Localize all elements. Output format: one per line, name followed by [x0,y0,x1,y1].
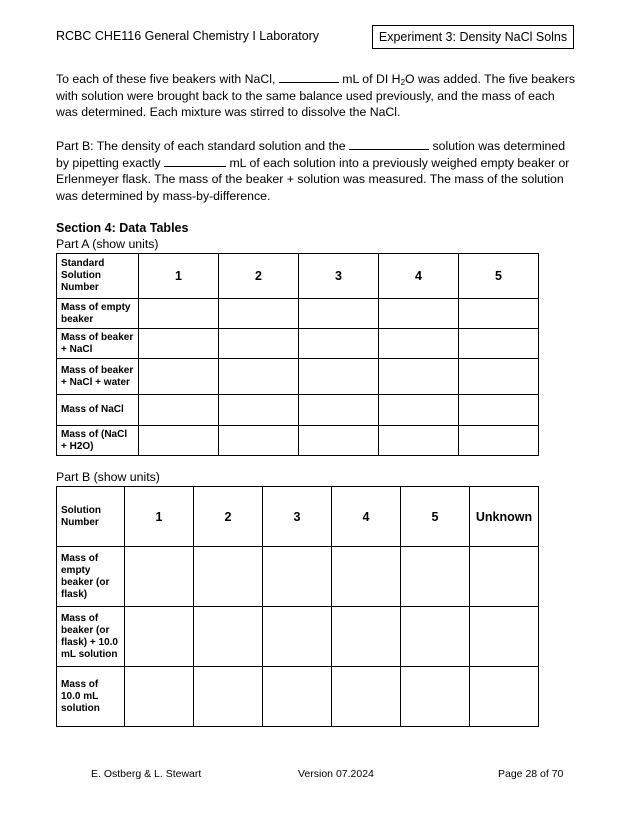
row-label: Mass of beaker + NaCl [57,329,139,359]
paragraph-part-b-procedure [56,138,578,204]
column-header: 1 [139,254,219,299]
corner-label: Solution Number [57,487,125,547]
part-b-table [56,486,539,727]
data-cell[interactable] [379,359,459,395]
data-cell[interactable] [299,395,379,426]
para2-text-b: solution was determined by pipetting exactly [56,139,566,170]
data-cell[interactable] [459,359,539,395]
para2-text-c: mL of each solution into a previously weighed empty beaker or Erlenmeyer flask. The mass of the beaker + solution was measured. The mass of the solution was determined by mass-by-difference. [56,155,570,203]
part-a-table [56,253,539,456]
data-cell[interactable] [379,299,459,329]
footer-page-number: Page 28 of 70 [498,768,564,780]
solution-blank [349,138,429,150]
data-cell[interactable] [139,359,219,395]
row-label: Mass of NaCl [57,395,139,426]
column-header: 4 [332,487,401,547]
para1-subscript: 2 [400,78,406,87]
data-cell[interactable] [332,667,401,727]
data-cell[interactable] [401,607,470,667]
column-header: 2 [219,254,299,299]
row-label: Mass of beaker (or flask) + 10.0 mL solution [57,607,125,667]
data-cell[interactable] [299,426,379,456]
corner-label: Standard Solution Number [57,254,139,299]
data-cell[interactable] [263,547,332,607]
table-header-row [57,254,539,299]
data-cell[interactable] [263,607,332,667]
data-cell[interactable] [379,329,459,359]
column-header: 3 [263,487,332,547]
data-cell[interactable] [459,426,539,456]
part-b-label: Part B (show units) [56,470,160,484]
data-cell[interactable] [263,667,332,727]
data-cell[interactable] [459,395,539,426]
table-row [57,395,539,426]
data-cell[interactable] [459,329,539,359]
data-cell[interactable] [139,426,219,456]
footer-version: Version 07.2024 [298,768,374,780]
table-row [57,329,539,359]
data-cell[interactable] [219,359,299,395]
para2-text-a: Part B: The density of each standard solution and the [56,139,346,153]
column-header: 2 [194,487,263,547]
column-header: 1 [125,487,194,547]
data-cell[interactable] [125,547,194,607]
data-cell[interactable] [401,547,470,607]
data-cell[interactable] [139,329,219,359]
para1-text-c: O was added. The five beakers with solution were brought back to the same balance used previously, and the mass of each was determined. Each mixture was stirred to dissolve the NaCl. [56,72,575,120]
data-cell[interactable] [401,667,470,727]
data-cell[interactable] [219,395,299,426]
column-header: 5 [401,487,470,547]
table-row [57,547,539,607]
table-header-row [57,487,539,547]
row-label: Mass of 10.0 mL solution [57,667,125,727]
table-row [57,299,539,329]
column-header: 3 [299,254,379,299]
data-cell[interactable] [194,547,263,607]
table-row [57,607,539,667]
row-label: Mass of (NaCl + H2O) [57,426,139,456]
data-cell[interactable] [125,667,194,727]
data-cell[interactable] [379,426,459,456]
data-cell[interactable] [194,607,263,667]
data-cell[interactable] [379,395,459,426]
data-cell[interactable] [219,329,299,359]
data-cell[interactable] [299,359,379,395]
data-cell[interactable] [139,299,219,329]
row-label: Mass of beaker + NaCl + water [57,359,139,395]
column-header: 4 [379,254,459,299]
data-cell[interactable] [470,667,539,727]
row-label: Mass of empty beaker [57,299,139,329]
part-a-label: Part A (show units) [56,237,159,251]
data-cell[interactable] [332,607,401,667]
footer-authors: E. Ostberg & L. Stewart [91,768,202,780]
table-row [57,426,539,456]
section-title: Section 4: Data Tables [56,221,189,235]
data-cell[interactable] [194,667,263,727]
column-header: Unknown [470,487,539,547]
data-cell[interactable] [299,329,379,359]
table-row [57,359,539,395]
data-cell[interactable] [470,547,539,607]
paragraph-part-a-procedure [56,71,578,121]
row-label: Mass of empty beaker (or flask) [57,547,125,607]
data-cell[interactable] [299,299,379,329]
data-cell[interactable] [332,547,401,607]
data-cell[interactable] [139,395,219,426]
data-cell[interactable] [470,607,539,667]
para1-text-a: To each of these five beakers with NaCl, [56,72,276,86]
data-cell[interactable] [459,299,539,329]
para1-text-b: mL of DI H [342,72,401,86]
data-cell[interactable] [219,299,299,329]
course-title: RCBC CHE116 General Chemistry I Laboratory [56,29,320,43]
experiment-title-box: Experiment 3: Density NaCl Solns [372,25,574,49]
data-cell[interactable] [219,426,299,456]
table-row [57,667,539,727]
pipette-volume-blank [164,155,226,167]
data-cell[interactable] [125,607,194,667]
volume-blank [279,71,339,83]
column-header: 5 [459,254,539,299]
